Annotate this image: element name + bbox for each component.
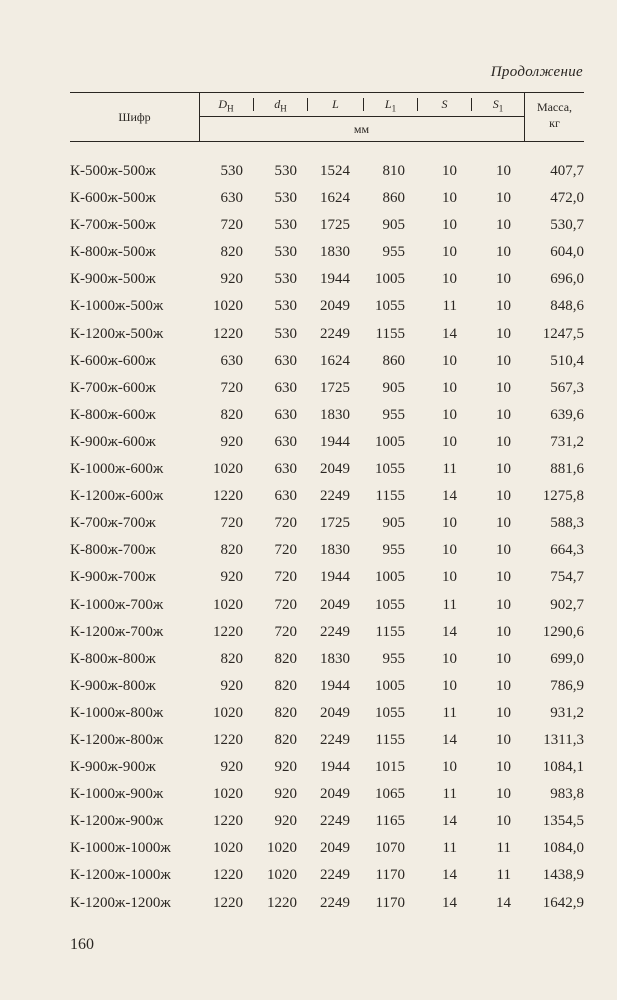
table-cell: 1020 [213, 786, 243, 803]
table-cell: 720 [274, 623, 297, 640]
table-row [70, 754, 590, 781]
table-cell: 1624 [320, 352, 350, 369]
table-cell: 1220 [213, 325, 243, 342]
table-cell: 1438,9 [542, 867, 584, 884]
table-row [70, 727, 590, 754]
table-cell: 1020 [213, 840, 243, 857]
table-cell: 10 [442, 271, 457, 288]
table-cell: К-700ж-500ж [70, 217, 156, 234]
table-cell: 588,3 [550, 515, 584, 532]
table-cell: 10 [442, 190, 457, 207]
table-cell: 2249 [320, 894, 350, 911]
table-cell: 1830 [320, 650, 350, 667]
table-cell: 848,6 [550, 298, 584, 315]
table-cell: 10 [496, 325, 511, 342]
table-cell: 920 [220, 759, 243, 776]
table-row [70, 483, 590, 510]
table-cell: 10 [496, 704, 511, 721]
table-cell: 2049 [320, 461, 350, 478]
table-cell: К-900ж-700ж [70, 569, 156, 586]
table-cell: 1944 [320, 677, 350, 694]
table-cell: 720 [220, 515, 243, 532]
table-row [70, 537, 590, 564]
table-cell: 905 [382, 515, 405, 532]
table-cell: 905 [382, 379, 405, 396]
table-cell: К-700ж-600ж [70, 379, 156, 396]
table-cell: 1055 [375, 298, 405, 315]
table-cell: 820 [274, 677, 297, 694]
table-cell: К-1200ж-800ж [70, 731, 164, 748]
table-cell: 2249 [320, 867, 350, 884]
table-cell: 920 [220, 569, 243, 586]
table-cell: 920 [274, 813, 297, 830]
column-header-length1: $L_1$ [384, 97, 397, 114]
table-cell: 11 [442, 704, 457, 721]
table-cell: 820 [220, 244, 243, 261]
table-cell: 10 [496, 271, 511, 288]
table-cell: 10 [442, 759, 457, 776]
table-row [70, 564, 590, 591]
table-cell: 820 [220, 650, 243, 667]
table-cell: К-1200ж-900ж [70, 813, 164, 830]
table-cell: 10 [496, 433, 511, 450]
table-cell: 11 [442, 461, 457, 478]
table-cell: 920 [220, 271, 243, 288]
table-row [70, 781, 590, 808]
table-cell: 881,6 [550, 461, 584, 478]
table-cell: 2049 [320, 704, 350, 721]
table-cell: 2049 [320, 298, 350, 315]
table-cell: 820 [274, 704, 297, 721]
column-header-d-inner: $d_Н$ [274, 97, 287, 114]
table-cell: К-1000ж-500ж [70, 298, 164, 315]
table-cell: 10 [442, 569, 457, 586]
table-row [70, 619, 590, 646]
table-row [70, 510, 590, 537]
table-cell: К-1200ж-600ж [70, 488, 164, 505]
table-cell: 1275,8 [542, 488, 584, 505]
table-cell: 1020 [213, 596, 243, 613]
table-cell: К-1000ж-800ж [70, 704, 164, 721]
table-cell: 1020 [267, 840, 297, 857]
table-cell: 14 [442, 731, 457, 748]
table-cell: К-900ж-500ж [70, 271, 156, 288]
table-cell: 664,3 [550, 542, 584, 559]
table-cell: 10 [442, 217, 457, 234]
table-row [70, 700, 590, 727]
table-cell: 1055 [375, 596, 405, 613]
column-header-thickness1: $S_1$ [492, 97, 504, 114]
table-cell: 955 [382, 244, 405, 261]
column-header-unit: мм [353, 122, 370, 136]
table-cell: 754,7 [550, 569, 584, 586]
table-row [70, 835, 590, 862]
table-cell: 10 [496, 569, 511, 586]
table-row [70, 293, 590, 320]
table-row [70, 429, 590, 456]
column-header-mass: Масса, кг [536, 100, 573, 130]
table-cell: К-900ж-900ж [70, 759, 156, 776]
table-row [70, 185, 590, 212]
table-cell: 902,7 [550, 596, 584, 613]
table-cell: 14 [442, 623, 457, 640]
table-cell: 630 [274, 406, 297, 423]
table-cell: 1944 [320, 569, 350, 586]
table-row [70, 375, 590, 402]
table-cell: 731,2 [550, 433, 584, 450]
table-cell: 10 [496, 190, 511, 207]
table-cell: 720 [220, 217, 243, 234]
table-cell: 11 [442, 840, 457, 857]
table-cell: 2049 [320, 786, 350, 803]
table-cell: К-1000ж-600ж [70, 461, 164, 478]
table-cell: 10 [442, 352, 457, 369]
table-cell: 10 [442, 515, 457, 532]
table-cell: 530 [274, 298, 297, 315]
table-cell: 1005 [375, 271, 405, 288]
table-cell: 920 [220, 433, 243, 450]
table-cell: 14 [442, 813, 457, 830]
table-cell: 10 [496, 298, 511, 315]
table-cell: 1830 [320, 542, 350, 559]
table-row [70, 321, 590, 348]
table-cell: К-1200ж-500ж [70, 325, 164, 342]
table-cell: 10 [496, 379, 511, 396]
table-cell: 860 [382, 352, 405, 369]
table-cell: К-700ж-700ж [70, 515, 156, 532]
table-cell: 14 [442, 488, 457, 505]
table-row [70, 212, 590, 239]
table-cell: 1005 [375, 433, 405, 450]
table-row [70, 456, 590, 483]
table-cell: 10 [496, 813, 511, 830]
page-number: 160 [70, 936, 94, 953]
table-cell: 1155 [375, 488, 405, 505]
table-cell: 1220 [267, 894, 297, 911]
table-cell: 10 [496, 650, 511, 667]
table-cell: 10 [442, 163, 457, 179]
table-cell: К-900ж-800ж [70, 677, 156, 694]
table-cell: 1725 [320, 217, 350, 234]
table-row [70, 673, 590, 700]
table-cell: 1165 [375, 813, 405, 830]
table-cell: 1354,5 [542, 813, 584, 830]
table-cell: 1055 [375, 704, 405, 721]
table-cell: 1020 [267, 867, 297, 884]
table-cell: 1170 [375, 894, 405, 911]
table-cell: 10 [496, 461, 511, 478]
table-row [70, 402, 590, 429]
table-cell: 920 [220, 677, 243, 694]
table-cell: 1247,5 [542, 325, 584, 342]
table-cell: К-1000ж-700ж [70, 596, 164, 613]
table-cell: 720 [220, 379, 243, 396]
table-cell: 1725 [320, 379, 350, 396]
table-cell: 820 [220, 406, 243, 423]
table-cell: 931,2 [550, 704, 584, 721]
table-cell: 2049 [320, 596, 350, 613]
table-cell: 10 [496, 352, 511, 369]
table-cell: К-1000ж-1000ж [70, 840, 171, 857]
table-cell: 639,6 [550, 406, 584, 423]
table-cell: К-800ж-700ж [70, 542, 156, 559]
table-cell: 14 [442, 894, 457, 911]
table-cell: 955 [382, 650, 405, 667]
table-cell: 604,0 [550, 244, 584, 261]
table-cell: 1642,9 [542, 894, 584, 911]
table-cell: 1220 [213, 488, 243, 505]
table-cell: 920 [274, 786, 297, 803]
table-cell: 10 [496, 623, 511, 640]
table-cell: 1290,6 [542, 623, 584, 640]
table-row [70, 862, 590, 889]
table-cell: 630 [274, 352, 297, 369]
table-cell: 10 [496, 731, 511, 748]
table-cell: 1624 [320, 190, 350, 207]
table-cell: 786,9 [550, 677, 584, 694]
table-cell: 1944 [320, 433, 350, 450]
table-cell: 1944 [320, 759, 350, 776]
table-cell: 10 [496, 596, 511, 613]
table-cell: 696,0 [550, 271, 584, 288]
table-cell: 2249 [320, 731, 350, 748]
table-cell: 983,8 [550, 786, 584, 803]
table-cell: 820 [274, 731, 297, 748]
table-cell: 1005 [375, 569, 405, 586]
table-cell: К-800ж-800ж [70, 650, 156, 667]
table-row [70, 158, 590, 185]
table-header [70, 92, 584, 142]
table-row [70, 890, 590, 917]
table-cell: 11 [496, 867, 511, 884]
table-cell: 10 [496, 244, 511, 261]
table-cell: 530 [274, 163, 297, 179]
table-cell: 1020 [213, 704, 243, 721]
table-cell: 530 [274, 271, 297, 288]
table-cell: 10 [496, 163, 511, 179]
table-cell: 1220 [213, 867, 243, 884]
table-cell: 630 [274, 379, 297, 396]
table-cell: 1084,0 [542, 840, 584, 857]
table-cell: 1155 [375, 731, 405, 748]
table-cell: 905 [382, 217, 405, 234]
table-cell: 1830 [320, 244, 350, 261]
table-cell: К-1200ж-700ж [70, 623, 164, 640]
table-cell: 10 [442, 406, 457, 423]
column-header-length: L [332, 97, 339, 111]
table-cell: 530 [274, 190, 297, 207]
table-cell: 510,4 [550, 352, 584, 369]
table-cell: К-500ж-500ж [70, 163, 156, 179]
table-cell: 1725 [320, 515, 350, 532]
table-cell: 1155 [375, 325, 405, 342]
table-cell: 1220 [213, 731, 243, 748]
table-cell: 955 [382, 406, 405, 423]
table-cell: 11 [442, 298, 457, 315]
table-row [70, 646, 590, 673]
table-cell: 2249 [320, 325, 350, 342]
column-header-thickness: S [441, 97, 448, 111]
table-cell: 10 [442, 379, 457, 396]
table-cell: К-900ж-600ж [70, 433, 156, 450]
table-row [70, 592, 590, 619]
table-body [70, 158, 590, 917]
table-cell: 720 [274, 515, 297, 532]
table-cell: 530 [274, 325, 297, 342]
table-row [70, 239, 590, 266]
column-header-code: Шифр [118, 110, 151, 124]
table-cell: 810 [382, 163, 405, 179]
table-cell: 10 [496, 488, 511, 505]
table-cell: 1155 [375, 623, 405, 640]
table-cell: 10 [442, 542, 457, 559]
table-cell: 2249 [320, 813, 350, 830]
table-cell: 10 [496, 786, 511, 803]
table-cell: 472,0 [550, 190, 584, 207]
table-cell: 530 [274, 244, 297, 261]
table-cell: 11 [442, 596, 457, 613]
table-cell: 407,7 [550, 163, 584, 179]
table-cell: 1524 [320, 163, 350, 179]
table-cell: 1020 [213, 461, 243, 478]
table-row [70, 348, 590, 375]
table-cell: К-800ж-600ж [70, 406, 156, 423]
table-cell: 699,0 [550, 650, 584, 667]
table-cell: 630 [220, 190, 243, 207]
table-cell: 1220 [213, 623, 243, 640]
table-cell: 1015 [375, 759, 405, 776]
table-cell: 955 [382, 542, 405, 559]
table-cell: 11 [442, 786, 457, 803]
table-cell: 1170 [375, 867, 405, 884]
table-cell: 10 [496, 217, 511, 234]
table-cell: 630 [274, 433, 297, 450]
table-cell: 10 [496, 677, 511, 694]
table-cell: 10 [496, 759, 511, 776]
table-cell: 1020 [213, 298, 243, 315]
table-cell: 720 [274, 569, 297, 586]
table-cell: К-600ж-500ж [70, 190, 156, 207]
table-cell: 860 [382, 190, 405, 207]
table-cell: К-800ж-500ж [70, 244, 156, 261]
continuation-label: Продолжение [490, 64, 583, 80]
table-cell: 530 [220, 163, 243, 179]
table-cell: 1084,1 [542, 759, 584, 776]
table-cell: 1311,3 [543, 731, 584, 748]
table-cell: 1944 [320, 271, 350, 288]
table-cell: 2049 [320, 840, 350, 857]
table-row [70, 266, 590, 293]
table-cell: 1070 [375, 840, 405, 857]
table-cell: 11 [496, 840, 511, 857]
table-cell: 14 [442, 867, 457, 884]
table-cell: 10 [496, 406, 511, 423]
table-cell: 2249 [320, 623, 350, 640]
table-cell: 14 [496, 894, 511, 911]
table-cell: К-1000ж-900ж [70, 786, 164, 803]
table-cell: К-1200ж-1000ж [70, 867, 171, 884]
table-cell: 567,3 [550, 379, 584, 396]
table-cell: К-1200ж-1200ж [70, 894, 171, 911]
table-cell: 10 [442, 244, 457, 261]
table-cell: 10 [442, 677, 457, 694]
table-cell: 530 [274, 217, 297, 234]
table-cell: 1220 [213, 813, 243, 830]
table-cell: 1065 [375, 786, 405, 803]
table-cell: 530,7 [550, 217, 584, 234]
table-cell: 630 [220, 352, 243, 369]
table-cell: 10 [442, 650, 457, 667]
table-cell: 1830 [320, 406, 350, 423]
table-cell: 1220 [213, 894, 243, 911]
table-cell: К-600ж-600ж [70, 352, 156, 369]
column-header-d-outer: $D_Н$ [218, 97, 234, 114]
table-cell: 820 [274, 650, 297, 667]
table-cell: 720 [274, 542, 297, 559]
table-cell: 820 [220, 542, 243, 559]
table-cell: 630 [274, 461, 297, 478]
table-cell: 920 [274, 759, 297, 776]
table-cell: 10 [442, 433, 457, 450]
table-cell: 2249 [320, 488, 350, 505]
table-cell: 10 [496, 542, 511, 559]
table-cell: 1005 [375, 677, 405, 694]
table-cell: 630 [274, 488, 297, 505]
table-cell: 14 [442, 325, 457, 342]
table-row [70, 808, 590, 835]
table-cell: 720 [274, 596, 297, 613]
table-cell: 10 [496, 515, 511, 532]
table-cell: 1055 [375, 461, 405, 478]
